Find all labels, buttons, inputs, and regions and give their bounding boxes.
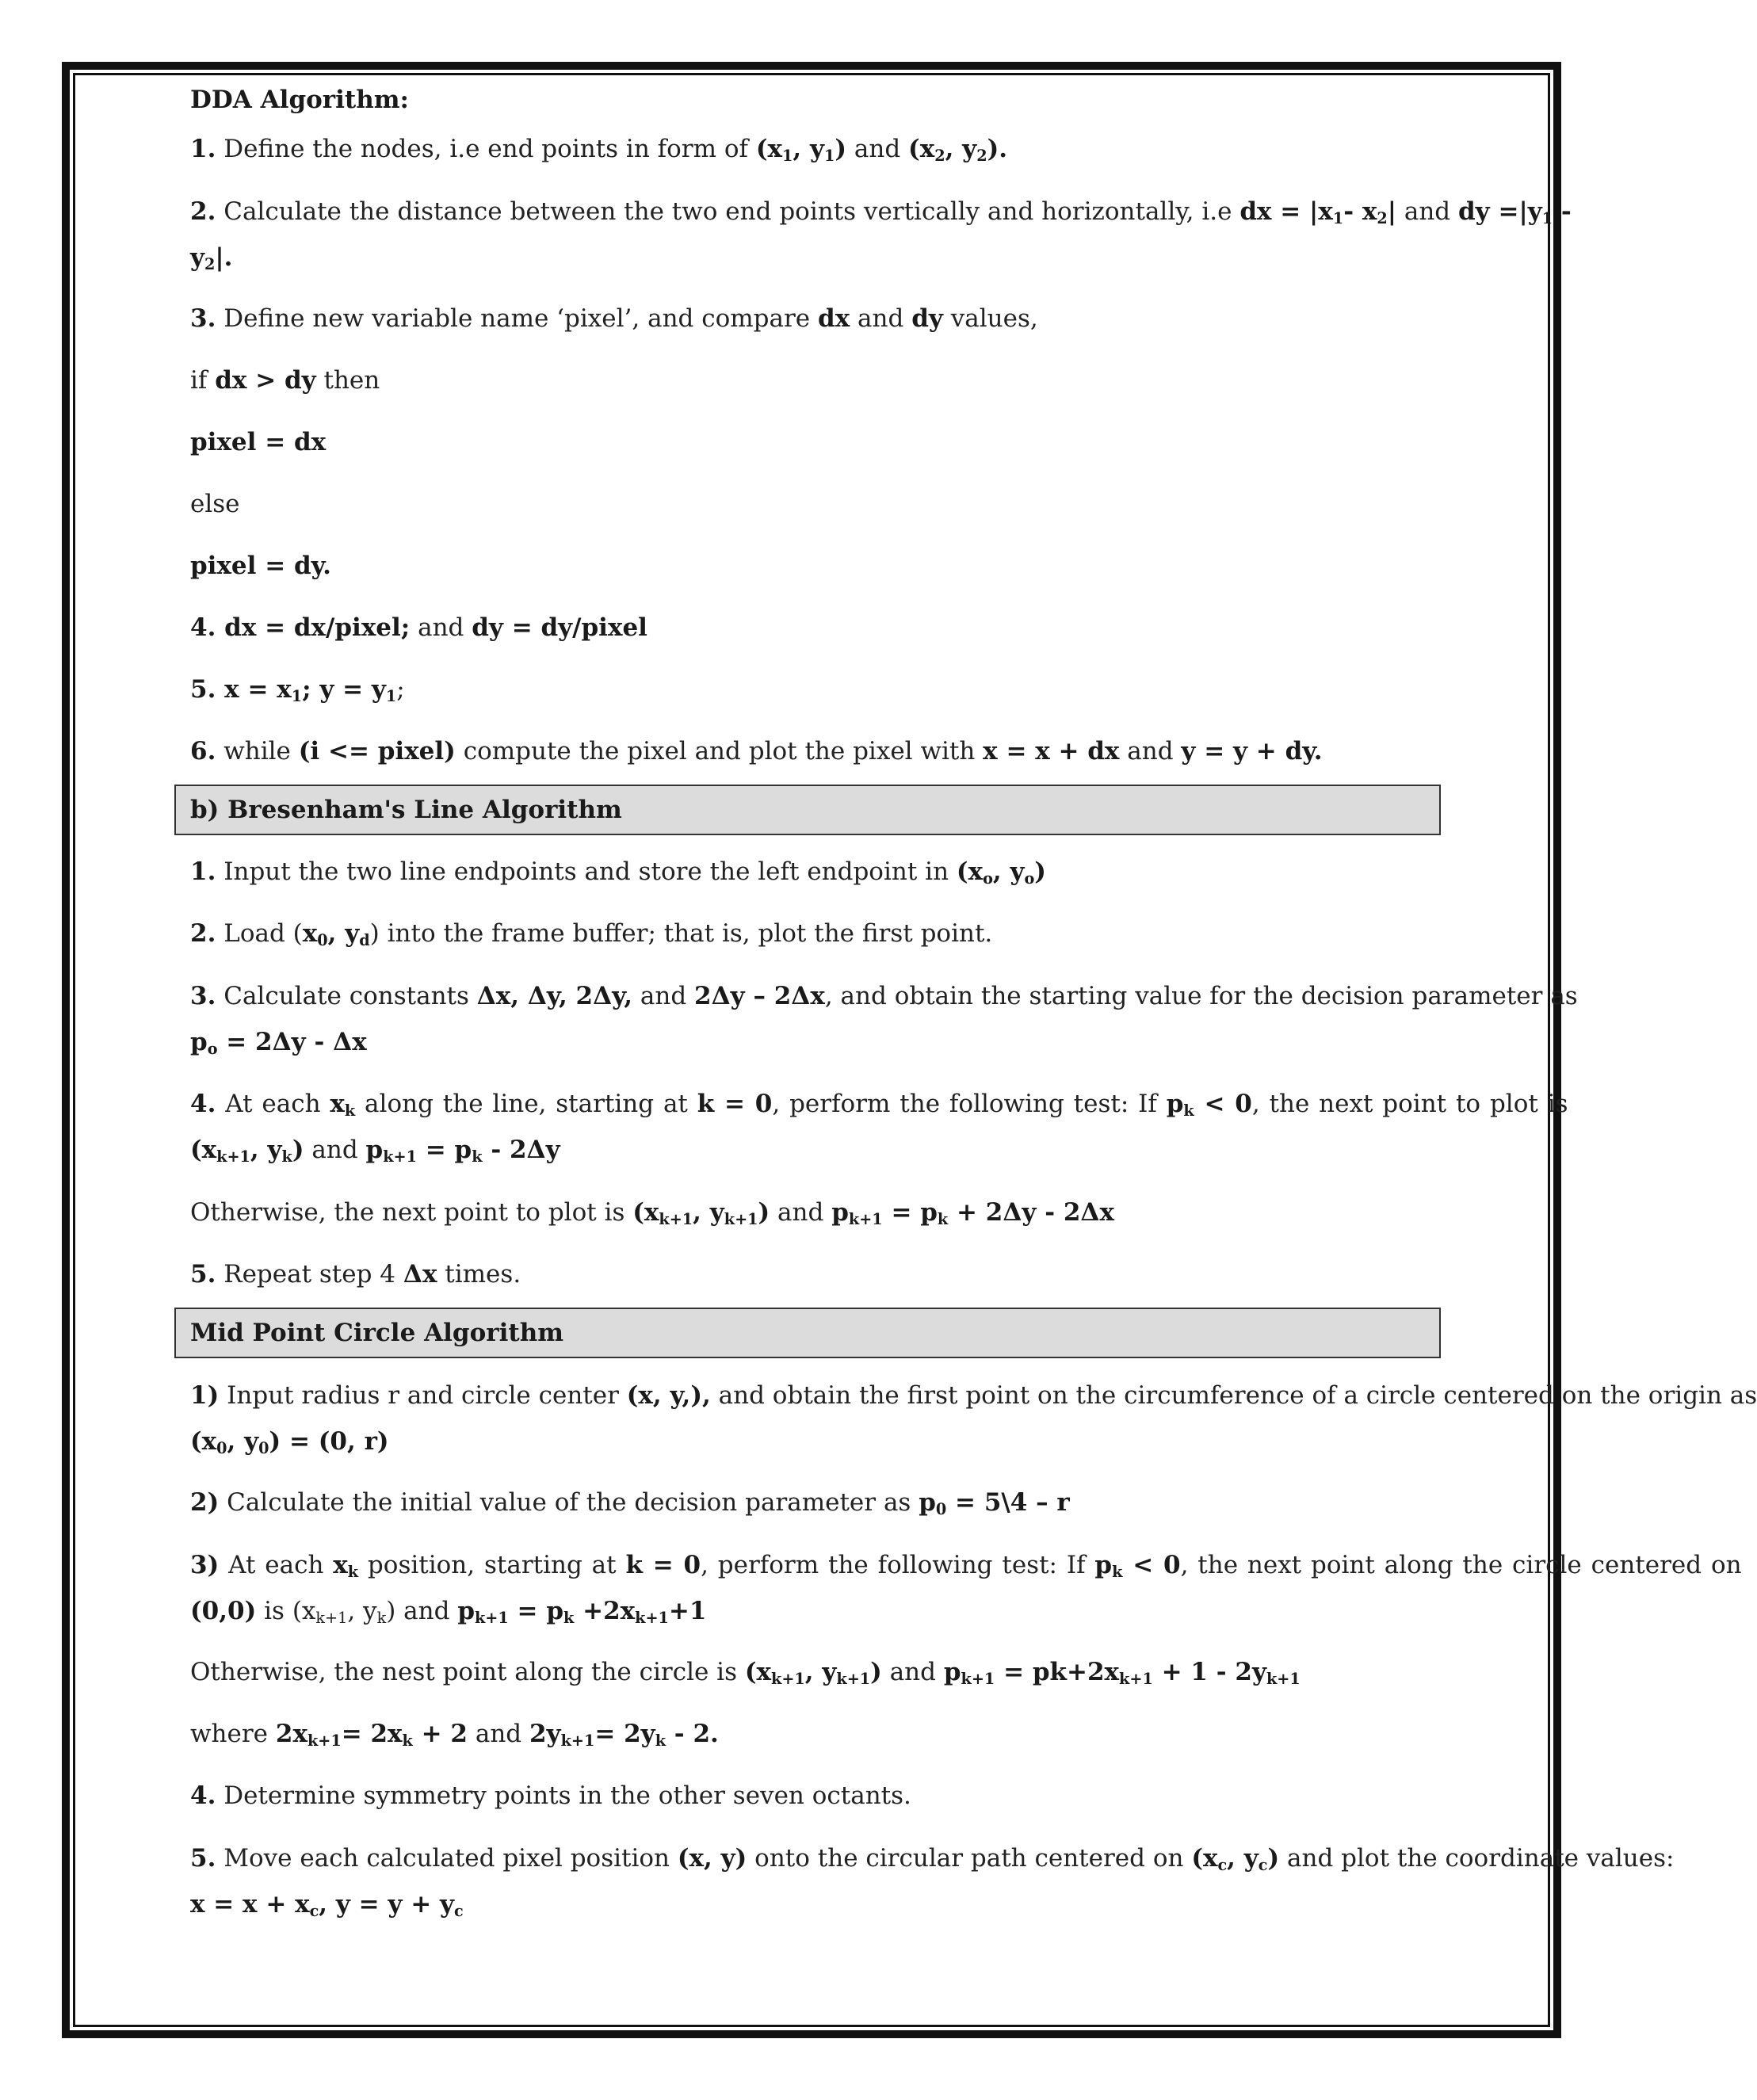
- dda-step-6: 6. while (i <= pixel) compute the pixel and plot the pixel with x = x + dx and y = y + dy.: [190, 737, 1323, 766]
- dda-step-4: 4. dx = dx/pixel; and dy = dy/pixel: [190, 613, 647, 642]
- dda-else: else: [190, 490, 240, 518]
- bresenham-otherwise: Otherwise, the next point to plot is ($x_{k+1}$, $y_{k+1}$) and $p_{k+1} = p_k + 2\Delta y - 2\Delta x$: [190, 1198, 1114, 1228]
- bresenham-step-3: 3. Calculate constants Δx, Δy, 2Δy, and 2Δy – 2Δx, and obtain the starting value for the decision parameter as $p_o = 2\Delta y - \Delta x$: [190, 982, 1578, 1058]
- midpoint-header: Mid Point Circle Algorithm: [174, 1308, 1441, 1358]
- dda-step-1: 1. Define the nodes, i.e end points in form of ($x_1$, $y_1$) and ($x_2$, $y_2$).: [190, 135, 1008, 165]
- dda-if-line: if dx > dy then: [190, 366, 380, 395]
- bresenham-step-4: 4. At each $x_k$ along the line, starting at k = 0, perform the following test: If $p_k < 0$, the next point to plot is ($x_{k+1}$, $y_k$) and $p_{k+1} = p_k - 2\Delta y$: [190, 1090, 1568, 1166]
- midpoint-step-1: 1) Input radius r and circle center (x, y,), and obtain the first point on the circumference of a circle centered on the origin as ($x_0$, $y_0) = (0$, r): [190, 1381, 1757, 1457]
- dda-step-3: 3. Define new variable name ‘pixel’, and compare dx and dy values,: [190, 304, 1038, 333]
- midpoint-otherwise: Otherwise, the nest point along the circle is ($x_{k+1}$, $y_{k+1}$) and $p_{k+1} = pk+2x_{k+1} + 1 - 2y_{k+1}$: [190, 1658, 1301, 1688]
- bresenham-header: b) Bresenham's Line Algorithm: [174, 785, 1441, 835]
- midpoint-step-4: 4. Determine symmetry points in the other seven octants.: [190, 1781, 911, 1810]
- midpoint-where: where $2x_{k+1}= 2x_k + 2$ and $2y_{k+1}= 2y_k - 2$.: [190, 1720, 719, 1750]
- bresenham-step-5: 5. Repeat step 4 Δx times.: [190, 1260, 521, 1289]
- dda-pixel-dy: pixel = dy.: [190, 552, 331, 580]
- dda-pixel-dx: pixel = dx: [190, 428, 327, 456]
- document-body: [190, 76, 1757, 1927]
- dda-title: DDA Algorithm:: [190, 86, 410, 114]
- midpoint-step-5: 5. Move each calculated pixel position (x, y) onto the circular path centered on ($x_c$, $y_c$) and plot the coordinate values: $x = x + x_c$, $y = y + y_c$: [190, 1844, 1675, 1920]
- bresenham-step-2: 2. Load ($x_0$, $y_d$) into the frame buffer; that is, plot the first point.: [190, 919, 993, 949]
- dda-step-5: 5. $x = x_1$; $y = y_1$;: [190, 675, 405, 705]
- midpoint-step-2: 2) Calculate the initial value of the decision parameter as $p_0$ = 5\4 – r: [190, 1488, 1070, 1518]
- bresenham-step-1: 1. Input the two line endpoints and store the left endpoint in ($x_o$, $y_o$): [190, 857, 1046, 888]
- dda-step-2: 2. Calculate the distance between the two end points vertically and horizontally, i.e dx = $|x_1-$ $x_2|$ and dy $=|y_1$ - $y_2|$.: [190, 197, 1572, 273]
- midpoint-step-3: 3) At each $x_k$ position, starting at k = 0, perform the following test: If $p_k < 0$, the next point along the circle centered on (0,0) is ($x_{k+1}$, $y_k$) and $p_{k+1} = p_k +2x_{k+1}+1$: [190, 1551, 1742, 1627]
